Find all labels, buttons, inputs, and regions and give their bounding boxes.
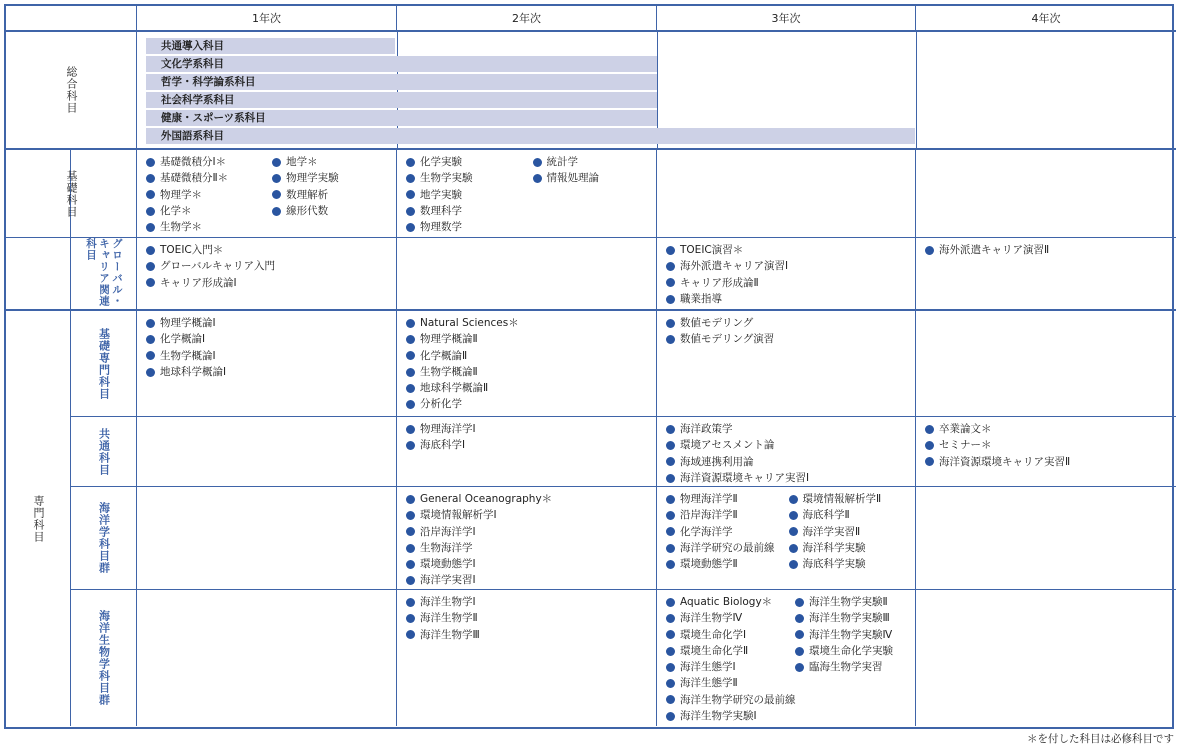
global-year-4 xyxy=(916,238,1176,311)
kiso-senmon-year-3 xyxy=(657,311,916,417)
list-item: 海底科学実験 xyxy=(789,556,882,572)
list-item: 環境動態学Ⅰ xyxy=(406,556,656,572)
category-senmon: 専門科目 xyxy=(6,311,71,726)
list-item: 海洋資源環境キャリア実習Ⅰ xyxy=(666,470,915,486)
header-year-1: 1年次 xyxy=(137,6,397,32)
list-item: 海洋生態学Ⅰ xyxy=(666,659,796,675)
kiso-year-3 xyxy=(657,150,916,238)
list-item: 地球科学概論Ⅱ xyxy=(406,380,656,396)
sogo-band-kenko: 健康・スポーツ系科目 xyxy=(146,110,657,126)
list-item: 海洋生物学Ⅲ xyxy=(406,627,656,643)
kiso-y1-col-b xyxy=(272,154,339,235)
category-kaiyo-seibutsu: 海洋生物学科目群 xyxy=(71,590,137,726)
list-item: グローバルキャリア入門 xyxy=(146,258,396,274)
list-item: Natural Sciences＊ xyxy=(406,315,656,331)
list-item: 海底科学Ⅰ xyxy=(406,437,656,453)
category-kiso: 基礎科目 xyxy=(6,150,137,238)
list-item: 化学＊ xyxy=(146,203,228,219)
list-item: セミナー＊ xyxy=(925,437,1176,453)
list-item: 海洋資源環境キャリア実習Ⅱ xyxy=(925,454,1176,470)
kiso-year-2 xyxy=(397,150,657,238)
category-kyotsu: 共通科目 xyxy=(71,417,137,487)
list-item: 物理数学 xyxy=(406,219,473,235)
kyotsu-year-3 xyxy=(657,417,916,487)
kiso-y2-col-a xyxy=(406,154,473,235)
list-item: 臨海生物学実習 xyxy=(795,659,893,675)
kiso-year-1 xyxy=(137,150,397,238)
kaiyo-seibutsu-year-1 xyxy=(137,590,397,726)
list-item: TOEIC入門＊ xyxy=(146,242,396,258)
kiso-y2-col-b xyxy=(533,154,600,235)
list-item: 海域連携利用論 xyxy=(666,454,915,470)
list-item: 線形代数 xyxy=(272,203,339,219)
list-item: 環境情報解析学Ⅰ xyxy=(406,507,656,523)
kiso-y1-col-a xyxy=(146,154,228,235)
kiso-senmon-year-4 xyxy=(916,311,1176,417)
list-item: 環境情報解析学Ⅱ xyxy=(789,491,882,507)
list-item: 沿岸海洋学Ⅱ xyxy=(666,507,775,523)
list-item: 生物学＊ xyxy=(146,219,228,235)
kyotsu-year-2 xyxy=(397,417,657,487)
global-year-2 xyxy=(397,238,657,311)
list-item: 地学＊ xyxy=(272,154,339,170)
kyotsu-year-1 xyxy=(137,417,397,487)
corner-cell xyxy=(6,6,137,32)
list-item: 海洋政策学 xyxy=(666,421,915,437)
list-item: 沿岸海洋学Ⅰ xyxy=(406,524,656,540)
category-sogo: 総合科目 xyxy=(6,32,137,150)
sogo-band-kyotsu-donyu: 共通導入科目 xyxy=(146,38,395,54)
kiso-senmon-year-2 xyxy=(397,311,657,417)
curriculum-table xyxy=(4,4,1174,729)
list-item: 物理学概論Ⅱ xyxy=(406,331,656,347)
list-item: 生物海洋学 xyxy=(406,540,656,556)
list-item: 化学実験 xyxy=(406,154,473,170)
list-item: 環境生命化学実験 xyxy=(795,643,893,659)
kaiyogaku-y3-col-a xyxy=(666,491,775,572)
list-item: 基礎微積分Ⅱ＊ xyxy=(146,170,228,186)
list-item: 地学実験 xyxy=(406,187,473,203)
list-item: 海洋生物学Ⅰ xyxy=(406,594,656,610)
list-item: 卒業論文＊ xyxy=(925,421,1176,437)
list-item: 生物学実験 xyxy=(406,170,473,186)
kaiyo-seibutsu-year-2 xyxy=(397,590,657,726)
kaiyo-seibutsu-y3-col-b xyxy=(795,594,893,675)
list-item: 数理科学 xyxy=(406,203,473,219)
kaiyogaku-year-4 xyxy=(916,487,1176,590)
global-year-3 xyxy=(657,238,916,311)
list-item: 海洋生物学実験Ⅲ xyxy=(795,610,893,626)
list-item: 海洋生物学実験Ⅳ xyxy=(795,627,893,643)
list-item: 海洋生物学Ⅳ xyxy=(666,610,796,626)
list-item: 海洋生態学Ⅱ xyxy=(666,675,796,691)
list-item: 海洋生物学実験Ⅰ xyxy=(666,708,796,724)
list-item: 環境アセスメント論 xyxy=(666,437,915,453)
category-kaiyogaku: 海洋学科目群 xyxy=(71,487,137,590)
list-item: 海洋生物学実験Ⅱ xyxy=(795,594,893,610)
list-item: 海洋生物学研究の最前線 xyxy=(666,692,796,708)
list-item: Aquatic Biology＊ xyxy=(666,594,796,610)
footnote: ＊を付した科目は必修科目です xyxy=(1027,733,1174,745)
header-year-3: 3年次 xyxy=(657,6,916,32)
kaiyo-seibutsu-year-3 xyxy=(657,590,916,726)
sogo-band-shakai: 社会科学系科目 xyxy=(146,92,657,108)
list-item: 海洋科学実験 xyxy=(789,540,882,556)
header-year-2: 2年次 xyxy=(397,6,657,32)
list-item: 物理海洋学Ⅰ xyxy=(406,421,656,437)
list-item: 基礎微積分Ⅰ＊ xyxy=(146,154,228,170)
list-item: 海洋学研究の最前線 xyxy=(666,540,775,556)
global-year-1 xyxy=(137,238,397,311)
list-item: 物理学＊ xyxy=(146,187,228,203)
list-item: 数値モデリング xyxy=(666,315,915,331)
list-item: 生物学概論Ⅱ xyxy=(406,364,656,380)
kaiyogaku-year-1 xyxy=(137,487,397,590)
list-item: 環境生命化学Ⅰ xyxy=(666,627,796,643)
list-item: 職業指導 xyxy=(666,291,915,307)
sogo-band-tetsugaku: 哲学・科学論系科目 xyxy=(146,74,657,90)
kaiyo-seibutsu-year-4 xyxy=(916,590,1176,726)
list-item: 海底科学Ⅱ xyxy=(789,507,882,523)
sogo-band-bunka: 文化学系科目 xyxy=(146,56,657,72)
list-item: 化学概論Ⅱ xyxy=(406,348,656,364)
list-item: 化学海洋学 xyxy=(666,524,775,540)
list-item: TOEIC演習＊ xyxy=(666,242,915,258)
kyotsu-year-4 xyxy=(916,417,1176,487)
list-item: 数理解析 xyxy=(272,187,339,203)
list-item: キャリア形成論Ⅰ xyxy=(146,275,396,291)
list-item: 海洋学実習Ⅰ xyxy=(406,572,656,588)
sogo-band-gaikokugo: 外国語系科目 xyxy=(146,128,915,144)
list-item: 物理学概論Ⅰ xyxy=(146,315,396,331)
list-item: 物理海洋学Ⅱ xyxy=(666,491,775,507)
list-item: 化学概論Ⅰ xyxy=(146,331,396,347)
list-item: 海洋生物学Ⅱ xyxy=(406,610,656,626)
list-item: 情報処理論 xyxy=(533,170,600,186)
list-item: General Oceanography＊ xyxy=(406,491,656,507)
list-item: 環境動態学Ⅱ xyxy=(666,556,775,572)
list-item: 統計学 xyxy=(533,154,600,170)
list-item: 海外派遣キャリア演習Ⅰ xyxy=(666,258,915,274)
kaiyogaku-y3-col-b xyxy=(789,491,882,572)
list-item: 数値モデリング演習 xyxy=(666,331,915,347)
sogo-area xyxy=(137,32,1176,150)
header-year-4: 4年次 xyxy=(916,6,1176,32)
list-item: 地球科学概論Ⅰ xyxy=(146,364,396,380)
kiso-senmon-year-1 xyxy=(137,311,397,417)
kaiyogaku-year-2 xyxy=(397,487,657,590)
list-item: 分析化学 xyxy=(406,396,656,412)
kaiyogaku-year-3 xyxy=(657,487,916,590)
category-kiso-senmon: 基礎専門科目 xyxy=(71,311,137,417)
kiso-year-4 xyxy=(916,150,1176,238)
list-item: 環境生命化学Ⅱ xyxy=(666,643,796,659)
list-item: 生物学概論Ⅰ xyxy=(146,348,396,364)
list-item: キャリア形成論Ⅱ xyxy=(666,275,915,291)
list-item: 物理学実験 xyxy=(272,170,339,186)
kaiyo-seibutsu-y3-col-a xyxy=(666,594,796,724)
category-global: グローバル・キャリア関連科目 xyxy=(71,238,137,311)
list-item: 海洋学実習Ⅱ xyxy=(789,524,882,540)
list-item: 海外派遣キャリア演習Ⅱ xyxy=(925,242,1176,258)
